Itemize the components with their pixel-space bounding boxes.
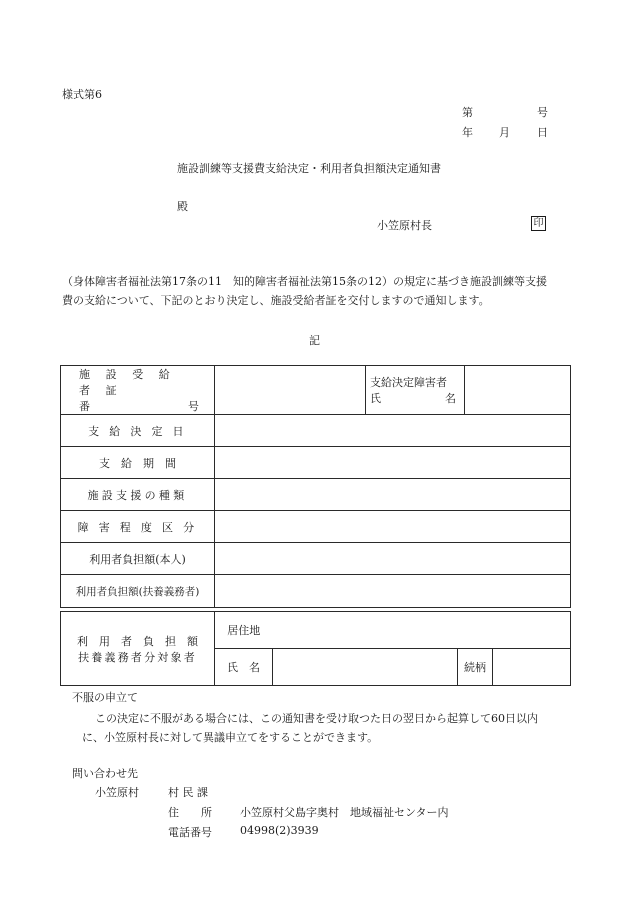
number-label-prefix: 第 xyxy=(462,106,473,119)
payment-period-label: 支 給 期 間 xyxy=(61,447,215,479)
table-row xyxy=(61,447,571,479)
support-type-value[interactable] xyxy=(215,479,571,511)
document-title: 施設訓練等支援費支給決定・利用者負担額決定通知書 xyxy=(177,162,441,175)
objection-line-2: に、小笠原村長に対して異議申立てをすることができます。 xyxy=(82,731,379,744)
objection-line-1: この決定に不服がある場合には、この通知書を受け取つた日の翌日から起算して60日以内 xyxy=(95,712,538,725)
contact-heading: 問い合わせ先 xyxy=(72,767,138,780)
body-text-line-2: 費の支給について、下記のとおり決定し、施設受給者証を交付しますので通知します。 xyxy=(62,294,490,307)
seal-mark: 印 xyxy=(531,216,546,231)
date-year-label: 年 xyxy=(462,126,473,139)
objection-heading: 不服の申立て xyxy=(72,691,138,704)
contact-village: 小笠原村 xyxy=(95,786,139,799)
addressee-suffix: 殿 xyxy=(177,200,188,213)
contact-phone-label: 電話番号 xyxy=(168,826,212,839)
support-type-label: 施設支援の種類 xyxy=(61,479,215,511)
guardian-burden-value[interactable] xyxy=(215,575,571,608)
contact-address-label: 住 所 xyxy=(168,806,212,819)
number-label-suffix: 号 xyxy=(537,106,548,119)
table-row xyxy=(61,575,571,608)
decision-table xyxy=(60,365,571,608)
disability-level-value[interactable] xyxy=(215,511,571,543)
relation-label: 続柄 xyxy=(458,649,493,686)
recipient-number-label: 施 設 受 給 者 証 番 号 xyxy=(61,366,215,415)
disabled-person-label: 支給決定障害者 氏 名 xyxy=(366,366,465,415)
guardian-target-label: 利 用 者 負 担 額 扶養義務者分対象者 xyxy=(61,612,215,686)
self-burden-value[interactable] xyxy=(215,543,571,575)
guardian-burden-label: 利用者負担額(扶養義務者) xyxy=(61,575,215,608)
issuer-name: 小笠原村長 xyxy=(377,219,432,232)
table-row xyxy=(61,543,571,575)
payment-period-value[interactable] xyxy=(215,447,571,479)
body-text-line-1: （身体障害者福祉法第17条の11 知的障害者福祉法第15条の12）の規定に基づき施設訓練等支援 xyxy=(62,275,547,288)
table-row xyxy=(61,479,571,511)
table-row xyxy=(61,415,571,447)
date-month-label: 月 xyxy=(499,126,510,139)
contact-department: 村 民 課 xyxy=(168,786,208,799)
address-label: 居住地 xyxy=(215,612,273,649)
disabled-person-value[interactable] xyxy=(465,366,571,415)
address-value[interactable] xyxy=(273,612,571,649)
date-day-label: 日 xyxy=(537,126,548,139)
table-row xyxy=(61,511,571,543)
contact-phone: 04998(2)3939 xyxy=(240,824,319,837)
decision-date-value[interactable] xyxy=(215,415,571,447)
recipient-number-value[interactable] xyxy=(215,366,366,415)
form-number: 様式第6 xyxy=(62,88,102,101)
table-row xyxy=(61,366,571,415)
ki-label: 記 xyxy=(309,334,320,347)
self-burden-label: 利用者負担額(本人) xyxy=(61,543,215,575)
table-row xyxy=(61,612,571,649)
name-value[interactable] xyxy=(273,649,458,686)
decision-date-label: 支 給 決 定 日 xyxy=(61,415,215,447)
contact-address: 小笠原村父島字奥村 地域福祉センター内 xyxy=(240,806,449,819)
name-label: 氏 名 xyxy=(215,649,273,686)
relation-value[interactable] xyxy=(493,649,571,686)
disability-level-label: 障 害 程 度 区 分 xyxy=(61,511,215,543)
guardian-table xyxy=(60,611,571,686)
